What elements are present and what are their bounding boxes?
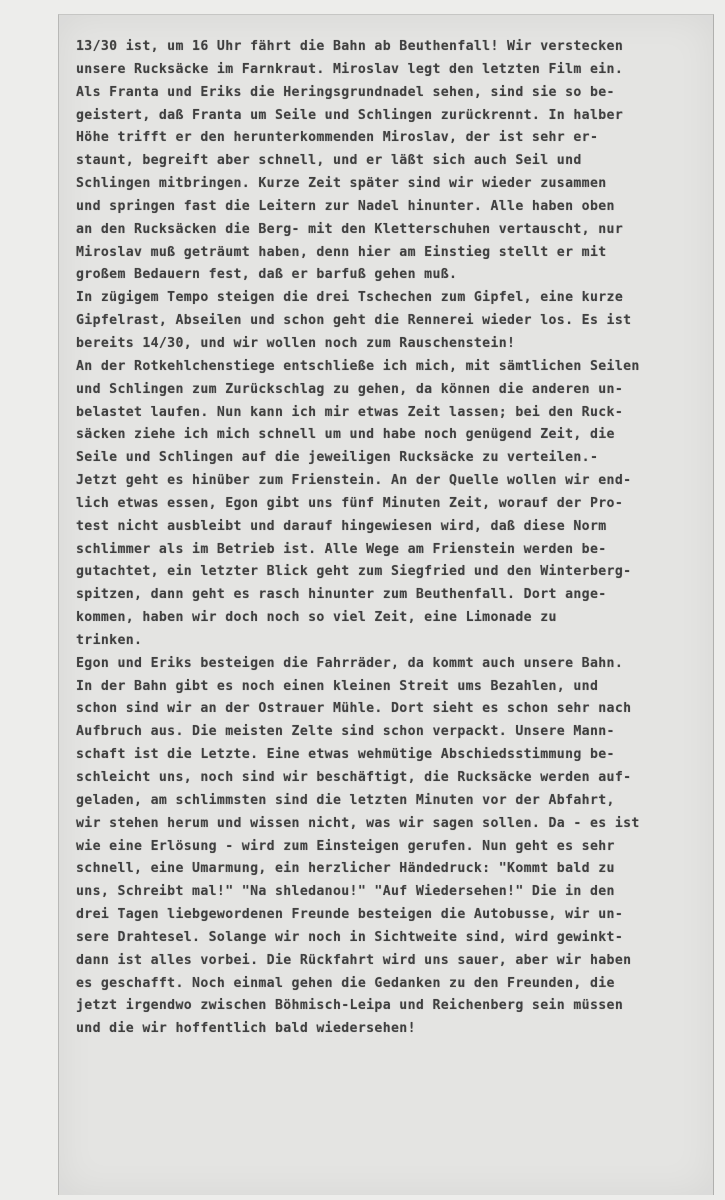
text-line: an den Rucksäcken die Berg- mit den Kletterschuhen vertauscht, nur <box>76 221 624 237</box>
text-line: Gipfelrast, Abseilen und schon geht die Rennerei wieder los. Es ist <box>76 313 632 329</box>
text-line: trinken. <box>76 632 143 648</box>
text-line: uns, Schreibt mal!" "Na shledanou!" "Auf Wiedersehen!" Die in den <box>76 884 615 900</box>
text-line: schnell, eine Umarmung, ein herzlicher Händedruck: "Kommt bald zu <box>76 861 615 877</box>
text-line: Als Franta und Eriks die Heringsgrundnadel sehen, sind sie so be- <box>76 84 615 100</box>
text-line: unsere Rucksäcke im Farnkraut. Miroslav legt den letzten Film ein. <box>76 61 624 77</box>
text-line: 13/30 ist, um 16 Uhr fährt die Bahn ab Beuthenfall! Wir verstecken <box>76 39 624 54</box>
text-line: In der Bahn gibt es noch einen kleinen Streit ums Bezahlen, und <box>76 678 599 694</box>
text-line: Miroslav muß geträumt haben, denn hier am Einstieg stellt er mit <box>76 244 607 260</box>
text-line: es geschafft. Noch einmal gehen die Gedanken zu den Freunden, die <box>76 975 615 991</box>
text-line: und springen fast die Leitern zur Nadel hinunter. Alle haben oben <box>76 198 615 214</box>
text-line: staunt, begreift aber schnell, und er läßt sich auch Seil und <box>76 153 582 169</box>
text-line: spitzen, dann geht es rasch hinunter zum Beuthenfall. Dort ange- <box>76 587 607 603</box>
text-line: und Schlingen zum Zurückschlag zu gehen, da können die anderen un- <box>76 381 624 397</box>
text-line: sere Drahtesel. Solange wir noch in Sichtweite sind, wird gewinkt- <box>76 929 624 945</box>
text-line: säcken ziehe ich mich schnell um und habe noch genügend Zeit, die <box>76 427 615 443</box>
text-line: geistert, daß Franta um Seile und Schlingen zurückrennt. In halber <box>76 107 624 123</box>
text-line: Aufbruch aus. Die meisten Zelte sind schon verpackt. Unsere Mann- <box>76 724 615 740</box>
text-line: An der Rotkehlchenstiege entschließe ich mich, mit sämtlichen Seilen <box>76 358 640 374</box>
text-line: dann ist alles vorbei. Die Rückfahrt wird uns sauer, aber wir haben <box>76 952 632 968</box>
text-line: schlimmer als im Betrieb ist. Alle Wege am Frienstein werden be- <box>76 541 607 557</box>
text-line: lich etwas essen, Egon gibt uns fünf Minuten Zeit, worauf der Pro- <box>76 495 624 511</box>
text-line: schon sind wir an der Ostrauer Mühle. Dort sieht es schon sehr nach <box>76 701 632 717</box>
text-line: jetzt irgendwo zwischen Böhmisch-Leipa und Reichenberg sein müssen <box>76 998 624 1014</box>
text-line: Schlingen mitbringen. Kurze Zeit später sind wir wieder zusammen <box>76 176 607 192</box>
text-line: Höhe trifft er den herunterkommenden Miroslav, der ist sehr er- <box>76 130 599 146</box>
text-line: geladen, am schlimmsten sind die letzten Minuten vor der Abfahrt, <box>76 792 615 808</box>
text-line: großem Bedauern fest, daß er barfuß gehen muß. <box>76 267 458 283</box>
text-line: schleicht uns, noch sind wir beschäftigt, die Rucksäcke werden auf- <box>76 770 632 785</box>
typewritten-text <box>76 36 706 1041</box>
text-line: drei Tagen liebgewordenen Freunde besteigen die Autobusse, wir un- <box>76 907 624 923</box>
text-line: und die wir hoffentlich bald wiedersehen! <box>76 1021 416 1037</box>
text-line: In zügigem Tempo steigen die drei Tschechen zum Gipfel, eine kurze <box>76 290 624 306</box>
text-line: wir stehen herum und wissen nicht, was wir sagen sollen. Da - es ist <box>76 815 640 831</box>
text-line: belastet laufen. Nun kann ich mir etwas Zeit lassen; bei den Ruck- <box>76 404 624 420</box>
text-line: Jetzt geht es hinüber zum Frienstein. An der Quelle wollen wir end- <box>76 473 632 489</box>
text-line: test nicht ausbleibt und darauf hingewiesen wird, daß diese Norm <box>76 518 607 534</box>
text-line: Egon und Eriks besteigen die Fahrräder, da kommt auch unsere Bahn. <box>76 655 624 671</box>
text-line: Seile und Schlingen auf die jeweiligen Rucksäcke zu verteilen.- <box>76 450 599 466</box>
text-line: gutachtet, ein letzter Blick geht zum Siegfried und den Winterberg- <box>76 564 632 580</box>
text-line: wie eine Erlösung - wird zum Einsteigen gerufen. Nun geht es sehr <box>76 838 615 854</box>
text-line: kommen, haben wir doch noch so viel Zeit, eine Limonade zu <box>76 610 557 626</box>
text-line: bereits 14/30, und wir wollen noch zum Rauschenstein! <box>76 335 516 351</box>
text-line: schaft ist die Letzte. Eine etwas wehmütige Abschiedsstimmung be- <box>76 747 615 763</box>
